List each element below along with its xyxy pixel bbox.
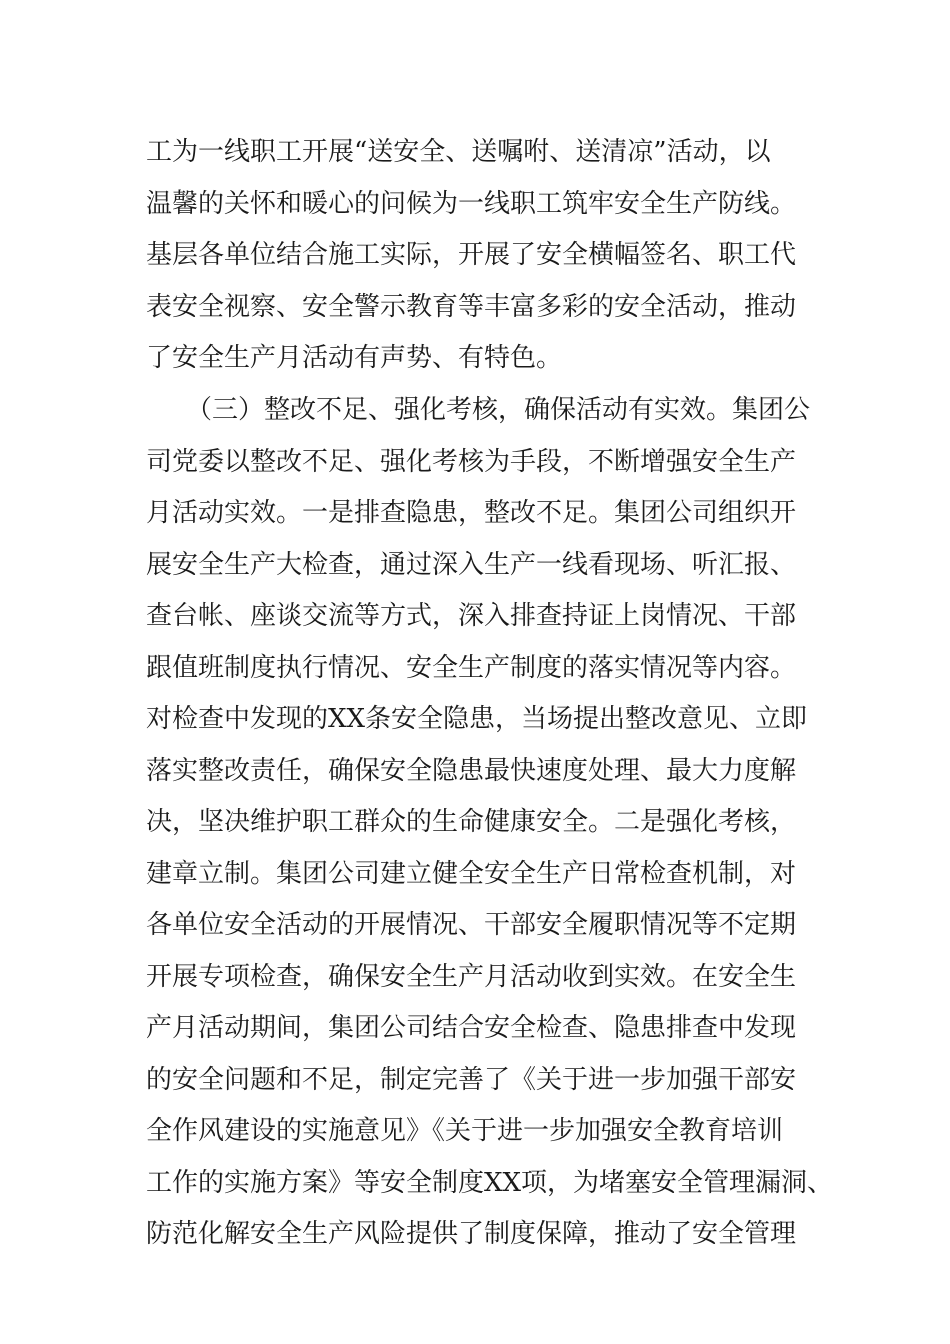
- body-line-2: 温馨的关怀和暖心的问候为一线职工筑牢安全生产防线。: [146, 189, 797, 219]
- body-line-3: 基层各单位结合施工实际，开展了安全横幅签名、职工代: [146, 240, 797, 270]
- body-line-21: 工作的实施方案》等安全制度XX项，为堵塞安全管理漏洞、: [146, 1168, 834, 1198]
- section-heading-line: （三）整改不足、强化考核，确保活动有实效。集团公: [186, 395, 811, 425]
- body-line-11: 跟值班制度执行情况、安全生产制度的落实情况等内容。: [146, 653, 797, 683]
- body-line-10: 查台帐、座谈交流等方式，深入排查持证上岗情况、干部: [146, 601, 797, 631]
- body-line-19: 的安全问题和不足，制定完善了《关于进一步加强干部安: [146, 1065, 797, 1095]
- body-line-20: 全作风建设的实施意见》《关于进一步加强安全教育培训: [146, 1116, 784, 1146]
- body-line-7: 司党委以整改不足、强化考核为手段，不断增强安全生产: [146, 447, 797, 477]
- body-line-18: 产月活动期间，集团公司结合安全检查、隐患排查中发现: [146, 1013, 797, 1043]
- body-line-22: 防范化解安全生产风险提供了制度保障，推动了安全管理: [146, 1219, 797, 1249]
- body-line-9: 展安全生产大检查，通过深入生产一线看现场、听汇报、: [146, 550, 797, 580]
- body-line-14: 决，坚决维护职工群众的生命健康安全。二是强化考核，: [146, 807, 797, 837]
- body-line-4: 表安全视察、安全警示教育等丰富多彩的安全活动，推动: [146, 292, 797, 322]
- body-line-13: 落实整改责任，确保安全隐患最快速度处理、最大力度解: [146, 756, 797, 786]
- body-line-5: 了安全生产月活动有声势、有特色。: [146, 343, 563, 373]
- body-line-17: 开展专项检查，确保安全生产月活动收到实效。在安全生: [146, 962, 797, 992]
- body-line-12: 对检查中发现的XX条安全隐患，当场提出整改意见、立即: [146, 704, 808, 734]
- body-line-16: 各单位安全活动的开展情况、干部安全履职情况等不定期: [146, 910, 797, 940]
- body-line-15: 建章立制。集团公司建立健全安全生产日常检查机制，对: [146, 859, 797, 889]
- body-line-8: 月活动实效。一是排查隐患，整改不足。集团公司组织开: [146, 498, 797, 528]
- body-line-1: 工为一线职工开展“送安全、送嘱咐、送清凉”活动，以: [146, 137, 771, 167]
